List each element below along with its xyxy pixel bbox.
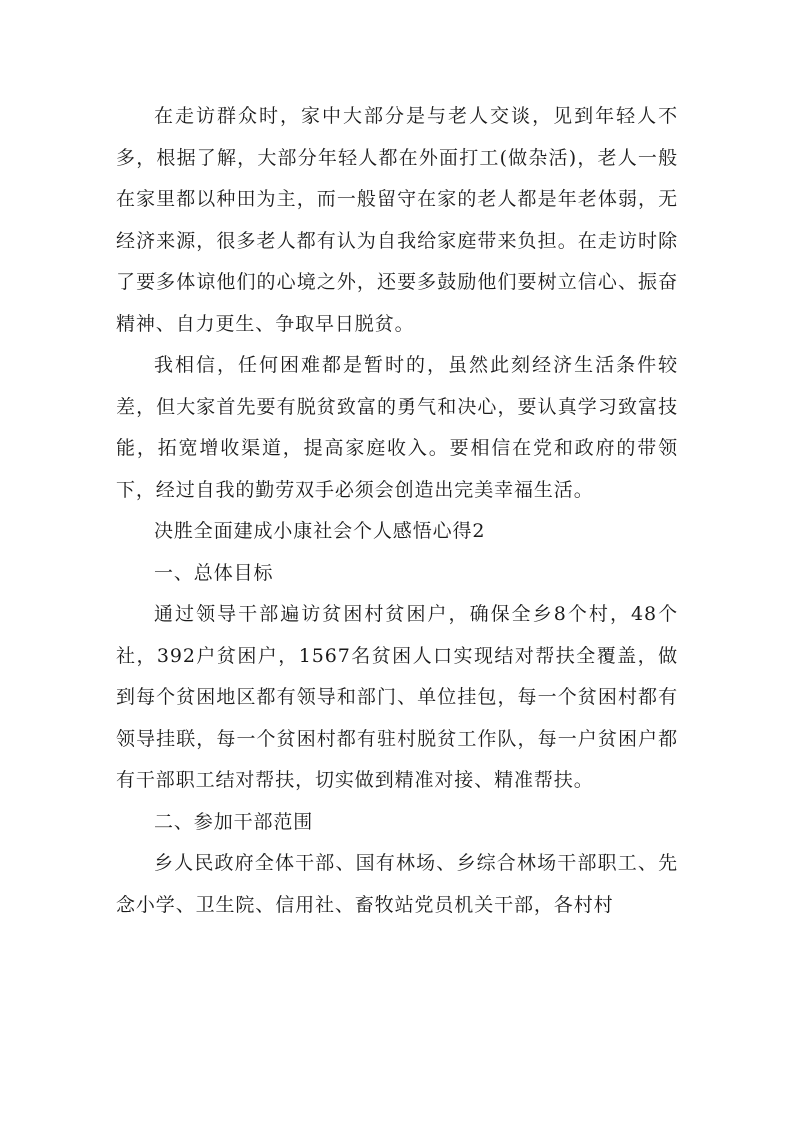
paragraph-visit-elderly: 在走访群众时，家中大部分是与老人交谈，见到年轻人不多，根据了解，大部分年轻人都在外面打工(做杂活)，老人一般在家里都以种田为主，而一般留守在家的老人都是年老体弱，无经济来源，很多老人都有认为自我给家庭带来负担。在走访时除了要多体谅他们的心境之外，还要多鼓励他们要树立信心、振奋精神、自力更生、争取早日脱贫。	[116, 105, 678, 335]
section-heading-overall-goal: 一、总体目标	[154, 561, 274, 584]
document-body	[116, 96, 678, 926]
paragraph-overall-goal: 通过领导干部遍访贫困村贫困户，确保全乡8个村，48个社，392户贫困户，1567名贫困人口实现结对帮扶全覆盖，做到每个贫困地区都有领导和部门、单位挂包，每一个贫困村都有领导挂联，每一个贫困村都有驻村脱贫工作队，每一户贫困户都有干部职工结对帮扶，切实做到精准对接、精准帮扶。	[116, 603, 678, 791]
section-heading-cadre-scope: 二、参加干部范围	[154, 810, 314, 833]
paragraph-confidence: 我相信，任何困难都是暂时的，虽然此刻经济生活条件较差，但大家首先要有脱贫致富的勇气和决心，要认真学习致富技能，拓宽增收渠道，提高家庭收入。要相信在党和政府的带领下，经过自我的勤劳双手必须会创造出完美幸福生活。	[116, 354, 678, 501]
paragraph-cadre-scope: 乡人民政府全体干部、国有林场、乡综合林场干部职工、先念小学、卫生院、信用社、畜牧站党员机关干部，各村村	[116, 852, 678, 916]
article-title: 决胜全面建成小康社会个人感悟心得2	[154, 520, 486, 542]
